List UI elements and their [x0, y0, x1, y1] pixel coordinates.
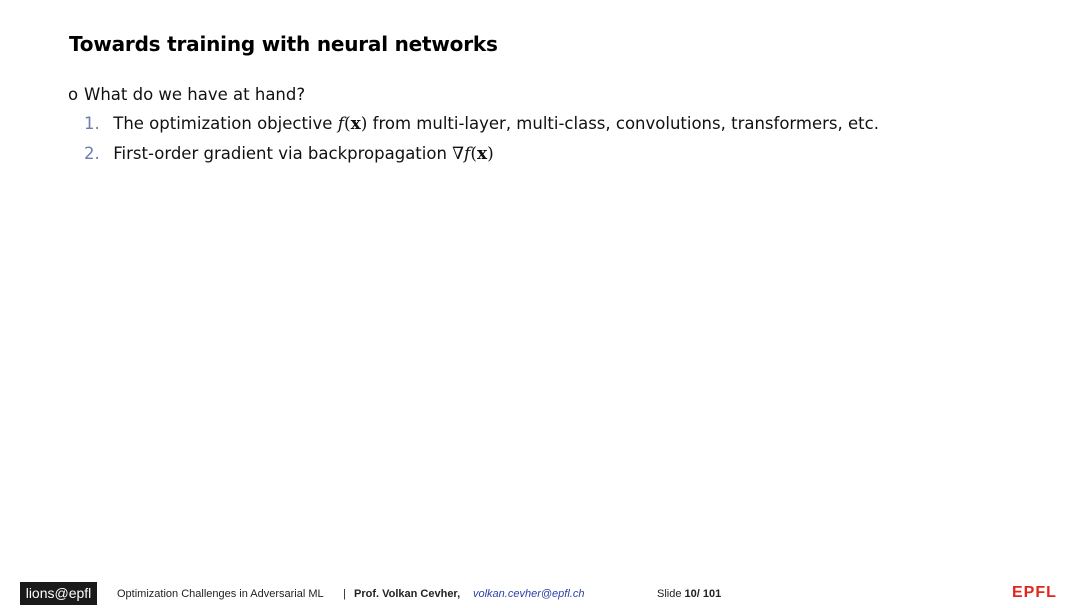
- footer-separator: |: [343, 588, 346, 600]
- bullet-marker: o: [68, 85, 79, 104]
- footer-author: Prof. Volkan Cevher,: [354, 588, 461, 600]
- footer-email-link[interactable]: volkan.cevher@epfl.ch: [473, 588, 585, 600]
- list-text-2-before: First-order gradient via backpropagation: [113, 144, 447, 163]
- math-gradient: ∇f(x): [452, 144, 494, 164]
- list-text-1-before: The optimization objective: [113, 114, 333, 133]
- slide-footer: [0, 582, 1080, 606]
- list-item-1: [84, 114, 879, 134]
- math-objective: f(x): [337, 114, 368, 134]
- footer-slide-counter: [657, 588, 721, 600]
- list-number-1: 1.: [84, 114, 100, 133]
- slide-label: Slide: [657, 588, 682, 600]
- footer-course-title: Optimization Challenges in Adversarial ML: [117, 588, 324, 600]
- epfl-logo: EPFL: [1012, 584, 1057, 601]
- list-text-1-after: from multi-layer, multi-class, convolutions, transformers, etc.: [372, 114, 879, 133]
- slide-number: 10/ 101: [684, 588, 722, 600]
- bullet-item: [68, 85, 305, 104]
- bullet-text: What do we have at hand?: [84, 85, 306, 104]
- lions-epfl-logo: lions@epfl: [20, 582, 97, 605]
- slide-title: Towards training with neural networks: [69, 32, 498, 56]
- list-number-2: 2.: [84, 144, 100, 163]
- list-item-2: [84, 144, 494, 164]
